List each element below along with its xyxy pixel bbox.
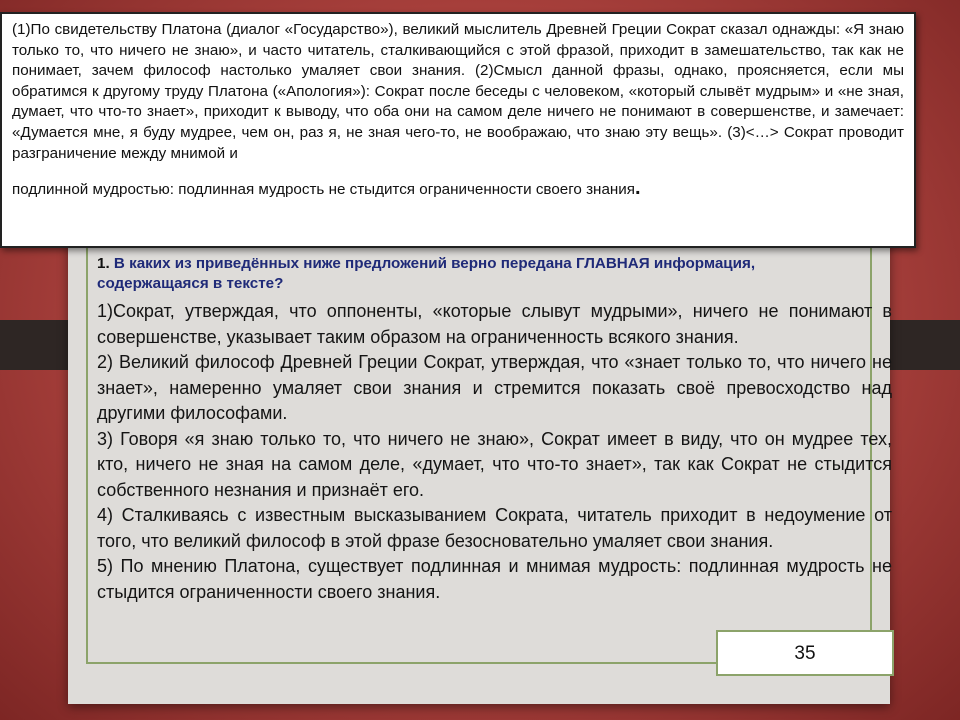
page-number: 35 — [794, 643, 816, 664]
answer-option-3: 3) Говоря «я знаю только то, что ничего не знаю», Сократ имеет в виду, что он мудрее тех, кто, ничего не зная на самом деле, «думает, что что-то знает», так как Сократ не стыдится собственного незнания и признаёт его. — [97, 428, 892, 500]
question-text: В каких из приведённых ниже предложений верно передана ГЛАВНАЯ информация, содержащаяся в тексте? — [97, 255, 756, 292]
right-decor-band — [888, 320, 960, 370]
page-number-box — [716, 630, 894, 676]
question — [97, 254, 857, 294]
answer-option-1: 1)Сократ, утверждая, что оппоненты, «которые слывут мудрыми», ничего не понимают в совершенстве, указывает таким образом на ограниченность всякого знания. — [97, 301, 892, 347]
passage-end-mark: . — [634, 177, 641, 200]
passage-last-line — [12, 178, 904, 201]
question-number: 1. — [97, 255, 110, 272]
answer-option-5: 5) По мнению Платона, существует подлинная и мнимая мудрость: подлинная мудрость не стыдится ограниченности своего знания. — [97, 556, 892, 602]
answer-option-4: 4) Сталкиваясь с известным высказыванием Сократа, читатель приходит в недоумение от того, что великий философ в этой фразе безосновательно умаляет свои знания. — [97, 505, 892, 551]
answer-list — [97, 299, 892, 605]
source-passage — [0, 12, 916, 248]
answer-option-2: 2) Великий философ Древней Греции Сократ, утверждая, что «знает только то, что ничего не знает», намеренно умаляет свои знания и стремится показать своё превосходство над другими философами. — [97, 352, 892, 423]
left-decor-band — [0, 320, 74, 370]
passage-text: (1)По свидетельству Платона (диалог «Государство»), великий мыслитель Древней Греции Сократ сказал однажды: «Я знаю только то, что ничего не знаю», и часто читатель, сталкивающийся с этой фразой, приходит в замешательство, так как не понимает, зачем философ настолько умаляет свои знания. (2)Смысл данной фразы, однако, проясняется, если мы обратимся к другому труду Платона («Апология»): Сократ после беседы с человеком, «который слывёт мудрым» и «не зная, думает, что что-то знает», приходит к выводу, что оба они на самом деле ничего не понимают в совершенстве, и замечает: «Думается мне, я буду мудрее, чем он, раз я, не зная чего-то, не воображаю, что знаю эту вещь». (3)<…> Сократ проводит разграничение между мнимой и — [12, 21, 904, 162]
passage-last-text: подлинной мудростью: подлинная мудрость не стыдится ограниченности своего знания — [12, 181, 635, 199]
